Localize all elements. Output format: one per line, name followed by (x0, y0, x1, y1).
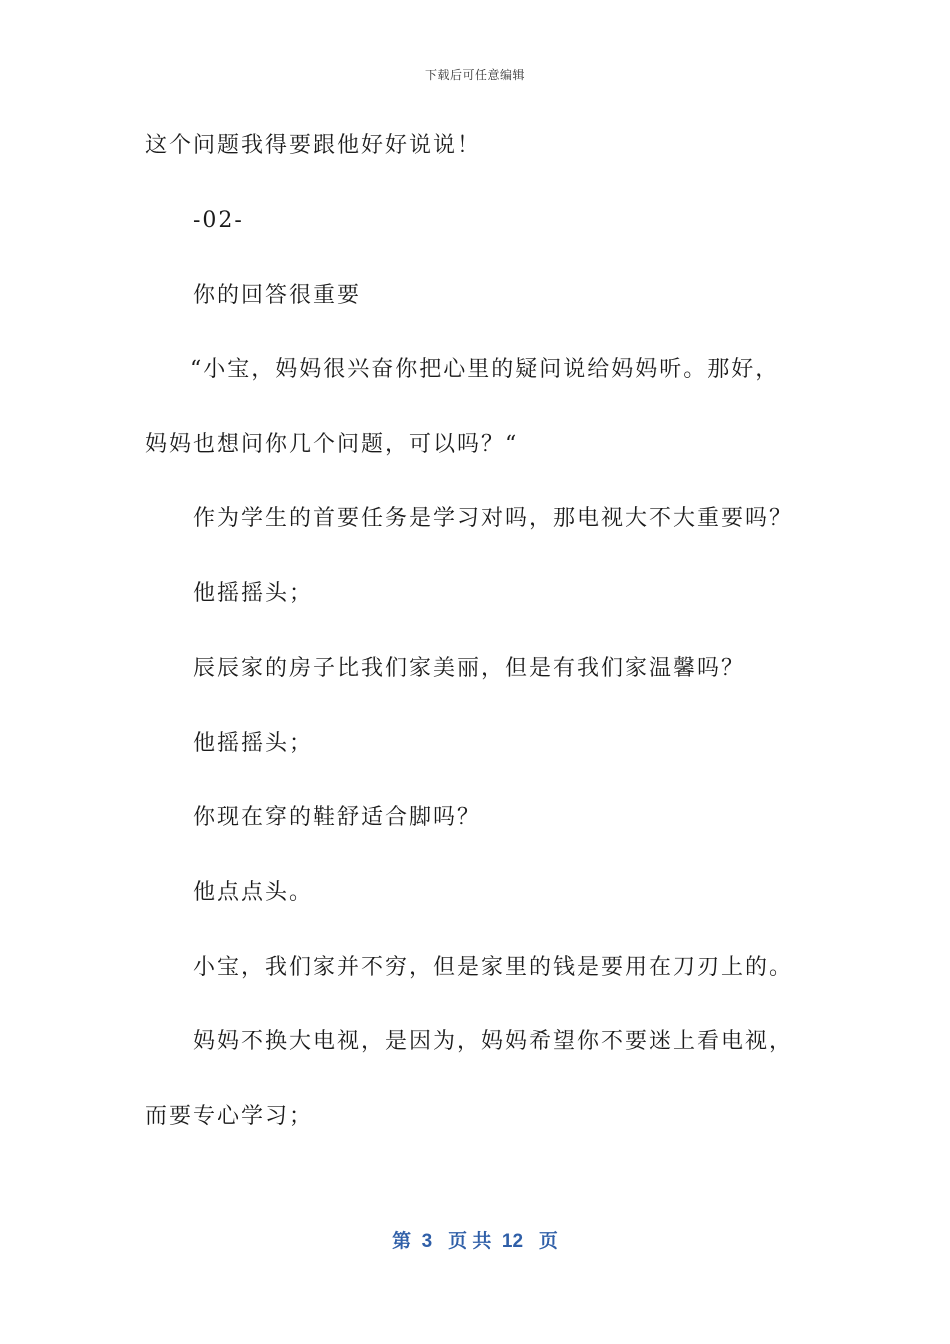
paragraph-line: 辰辰家的房子比我们家美丽，但是有我们家温馨吗？ (193, 656, 746, 681)
section-heading: 你的回答很重要 (193, 283, 362, 308)
paragraph-line: 小宝，我们家并不穷，但是家里的钱是要用在刀刃上的。 (193, 955, 794, 980)
paragraph-line: 他点点头。 (193, 880, 314, 905)
paragraph-line: 他摇摇头； (193, 581, 314, 606)
paragraph-line: 而要专心学习； (145, 1104, 314, 1129)
section-number: -02- (193, 208, 244, 233)
paragraph-line: 妈妈也想问你几个问题，可以吗？“ (145, 432, 519, 457)
paragraph-line: 这个问题我得要跟他好好说说！ (145, 133, 482, 158)
paragraph-line: 他摇摇头； (193, 731, 314, 756)
paragraph-line: 你现在穿的鞋舒适合脚吗？ (193, 805, 482, 830)
paragraph-line: “小宝，妈妈很兴奋你把心里的疑问说给妈妈听。那好， (190, 357, 780, 382)
header-note: 下载后可任意编辑 (424, 68, 525, 82)
paragraph-line: 作为学生的首要任务是学习对吗，那电视大不大重要吗？ (193, 506, 794, 531)
page-number-footer: 第 3 页 共 12 页 (392, 1231, 558, 1252)
paragraph-line: 妈妈不换大电视，是因为，妈妈希望你不要迷上看电视， (193, 1029, 794, 1054)
